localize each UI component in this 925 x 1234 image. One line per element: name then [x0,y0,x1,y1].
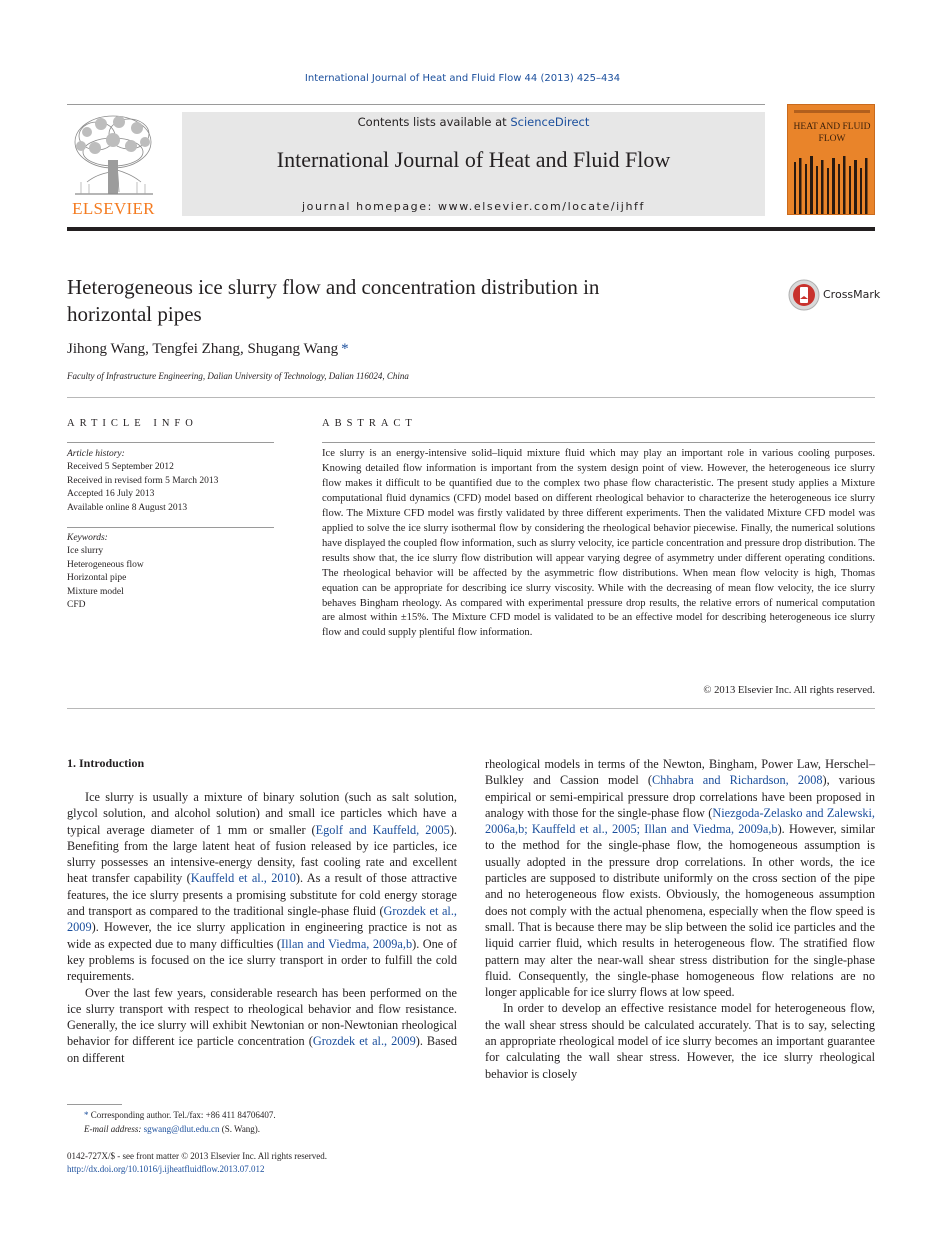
author-list [67,341,349,358]
corresponding-author-mark[interactable]: * [341,341,349,357]
keywords-label: Keywords: [67,533,108,543]
article-history [67,448,274,515]
header-rule [67,104,765,105]
abstract-copyright: © 2013 Elsevier Inc. All rights reserved. [703,685,875,696]
keyword: CFD [67,600,86,611]
keywords-rule [67,527,274,528]
journal-reference[interactable]: International Journal of Heat and Fluid Flow 44 (2013) 425–434 [304,73,621,84]
contents-prefix: Contents lists available at [357,115,511,129]
footnote-mark: * [84,1110,89,1120]
email-note [67,1122,276,1136]
keyword: Mixture model [67,586,124,597]
text-run: ). Based on different [67,1034,457,1065]
corresponding-author-note [67,1108,276,1122]
text-run: ). One of key problems is focused on the ice slurry transport in order to fulfill the cold requirements. [67,936,457,984]
paragraph [67,789,457,985]
body-column-left [67,789,457,1066]
history-label: Article history: [67,449,125,459]
paragraph [485,756,875,1000]
history-item: Available online 8 August 2013 [67,502,188,513]
cover-stripes [792,156,872,214]
crossmark-label: CrossMark [823,288,881,301]
citation-link[interactable]: Chhabra and Richardson, 2008 [652,773,823,788]
paragraph [67,985,457,1066]
cover-top-band [794,110,870,113]
footnote-rule [67,1104,122,1105]
text-run: ). However, the ice slurry application in engineering practice is not as wide as expected due to many difficulties ( [67,920,457,951]
footnote [67,1108,276,1136]
citation-link[interactable]: Egolf and Kauffeld, 2005 [315,822,450,837]
history-item: Received in revised form 5 March 2013 [67,475,219,486]
paragraph: In order to develop an effective resistance model for heterogeneous flow, the wall shear stress should be calculated accurately. That is to say, selecting an appropriate rheological model of ice slurry becomes an important guarantee for calculating the wall shear stress. However, the ice slurry rheological behavior is closely [485,1001,875,1081]
citation-link[interactable]: Niezgoda-Zelasko and Zalewski, 2006a,b; Kauffeld et al., 2005; Illan and Viedma, 2009a,b [485,805,875,837]
keyword: Horizontal pipe [67,573,127,584]
journal-homepage[interactable]: journal homepage: www.elsevier.com/locate/ijhff [302,200,645,213]
header-thick-rule [67,227,875,231]
abstract-bottom-rule [67,708,875,709]
citation-link[interactable]: Illan and Viedma, 2009a,b [281,936,413,951]
cover-title: HEAT AND FLUID FLOW [793,122,871,144]
article-title: Heterogeneous ice slurry flow and concentration distribution in horizontal pipes [67,275,600,326]
abstract-heading: ABSTRACT [322,418,417,429]
affiliation: Faculty of Infrastructure Engineering, Dalian University of Technology, Dalian 116024, China [67,371,409,381]
text-run: ). As a result of those attractive features, the ice slurry presents a promising substitute for cold energy storage and transport as compared to the traditional single-phase fluid ( [67,871,457,919]
authors-text: Jihong Wang, Tengfei Zhang, Shugang Wang [67,341,339,357]
history-item: Accepted 16 July 2013 [67,489,155,500]
text-run: rheological models in terms of the Newton, Bingham, Power Law, Herschel–Bulkley and Cassion model ( [485,757,875,788]
text-run: ). Benefiting from the large latent heat of fusion released by ice particles, ice slurry possesses an intensive-energy density, fast cooling rate and excellent heat transfer capability ( [67,822,457,886]
abstract-text: Ice slurry is an energy-intensive solid–liquid mixture fluid which may play an important role in various cooling purposes. Knowing detailed flow information is important from the system design point of view. However, the heterogeneous ice slurry flow makes it difficult to be quantified due to the complex two phase flow characteristic. The present study applies a Mixture computational fluid dynamics (CFD) model based on different rheological behavior to characterize the heterogeneous ice slurry flow. The Mixture CFD model was firstly validated by three different experiments. Then the validated Mixture CFD model was applied to solve the ice slurry isothermal flow by considering the rheological behavior piecewise. Finally, the numerical solutions have displayed the coupled flow information, such as slurry velocity, ice particle concentration and pressure drop distribution. The results show that, the ice slurry flow distribution will appear varying degree of asymmetry under different operating conditions. The rheological behavior will be affected by the asymmetric flow distributions. When mean flow velocity is high, Thomas equation can be appropriate for describing ice slurry viscosity. While with the decreasing of mean flow velocity, the ice slurry behaves Bingham rheology. As compared with experimental pressure drop results, the relative errors of numerical computation are almost within ±15%. The Mixture CFD model is validated to be an effective model for describing heterogeneous ice slurry flow and could supply plentiful flow information. [322,448,875,639]
citation-link[interactable]: Kauffeld et al., 2010 [190,871,296,886]
text-run: Over the last few years, considerable research has been performed on the ice slurry transport with respect to rheological behavior and flow resistance. Generally, the ice slurry will exhibit Newtonian or non-Newtonian rheological behavior for different ice particle concentration ( [67,985,457,1049]
title-rule [67,397,875,398]
email-suffix: (S. Wang). [221,1124,261,1134]
abstract-rule [322,442,875,443]
crossmark-badge[interactable] [788,279,881,311]
email-label: E-mail address: [84,1124,142,1134]
citation-link[interactable]: Grozdek et al., 2009 [67,904,457,935]
publisher-wordmark: ELSEVIER [72,199,155,218]
journal-title: International Journal of Heat and Fluid Flow [276,147,671,172]
front-matter-meta [67,1150,327,1176]
keyword: Ice slurry [67,546,104,557]
sciencedirect-link[interactable]: ScienceDirect [510,115,590,129]
citation-link[interactable]: Grozdek et al., 2009 [312,1034,416,1049]
keywords-block [67,532,274,612]
email-link[interactable]: sgwang@dlut.edu.cn [143,1124,220,1134]
text-run: Ice slurry is usually a mixture of binary solution (such as salt solution, glycol solution, and alcohol solution) and small ice particles which have a typical average diameter of 1 mm or smaller ( [67,790,457,837]
article-info-heading: ARTICLE INFO [67,418,198,429]
article-info-rule [67,442,274,443]
body-column-right [485,756,875,1082]
footnote-text: Corresponding author. Tel./fax: +86 411 84706407. [90,1110,276,1120]
section-heading: 1. Introduction [67,756,145,770]
journal-banner [182,112,765,216]
contents-line [182,115,765,129]
keyword: Heterogeneous flow [67,559,144,570]
doi-link[interactable]: http://dx.doi.org/10.1016/j.ijheatfluidflow.2013.07.012 [67,1164,265,1174]
journal-cover-thumbnail[interactable] [787,104,875,215]
crossmark-icon [788,279,820,311]
text-run: ). However, similar to the method for the single-phase flow, the homogeneous assumption is usually adopted in the pressure drop correlations. In other words, the ice particles are supposed to distribute uniformly on the cross section of the pipe and no heterogeneous flow exists. Obviously, the homogeneous assumption does not comply with the actual phenomena, especially when the flow speed is small. That is because there may be slip between the solid ice particles and the liquid carrier fluid, which results in heterogeneous flow. The stratified flow pattern may alter the near-wall shear stress distribution for the single-phase fluid. Consequently, the single-phase homogeneous flow relations are no longer applicable for ice slurry flows at low speed. [485,822,876,1000]
issn-line: 0142-727X/$ - see front matter © 2013 Elsevier Inc. All rights reserved. [67,1151,328,1161]
text-run: ), various empirical or semi-empirical pressure drop correlations have been proposed in analogy with those for the single-phase flow ( [485,773,876,820]
history-item: Received 5 September 2012 [67,462,174,473]
